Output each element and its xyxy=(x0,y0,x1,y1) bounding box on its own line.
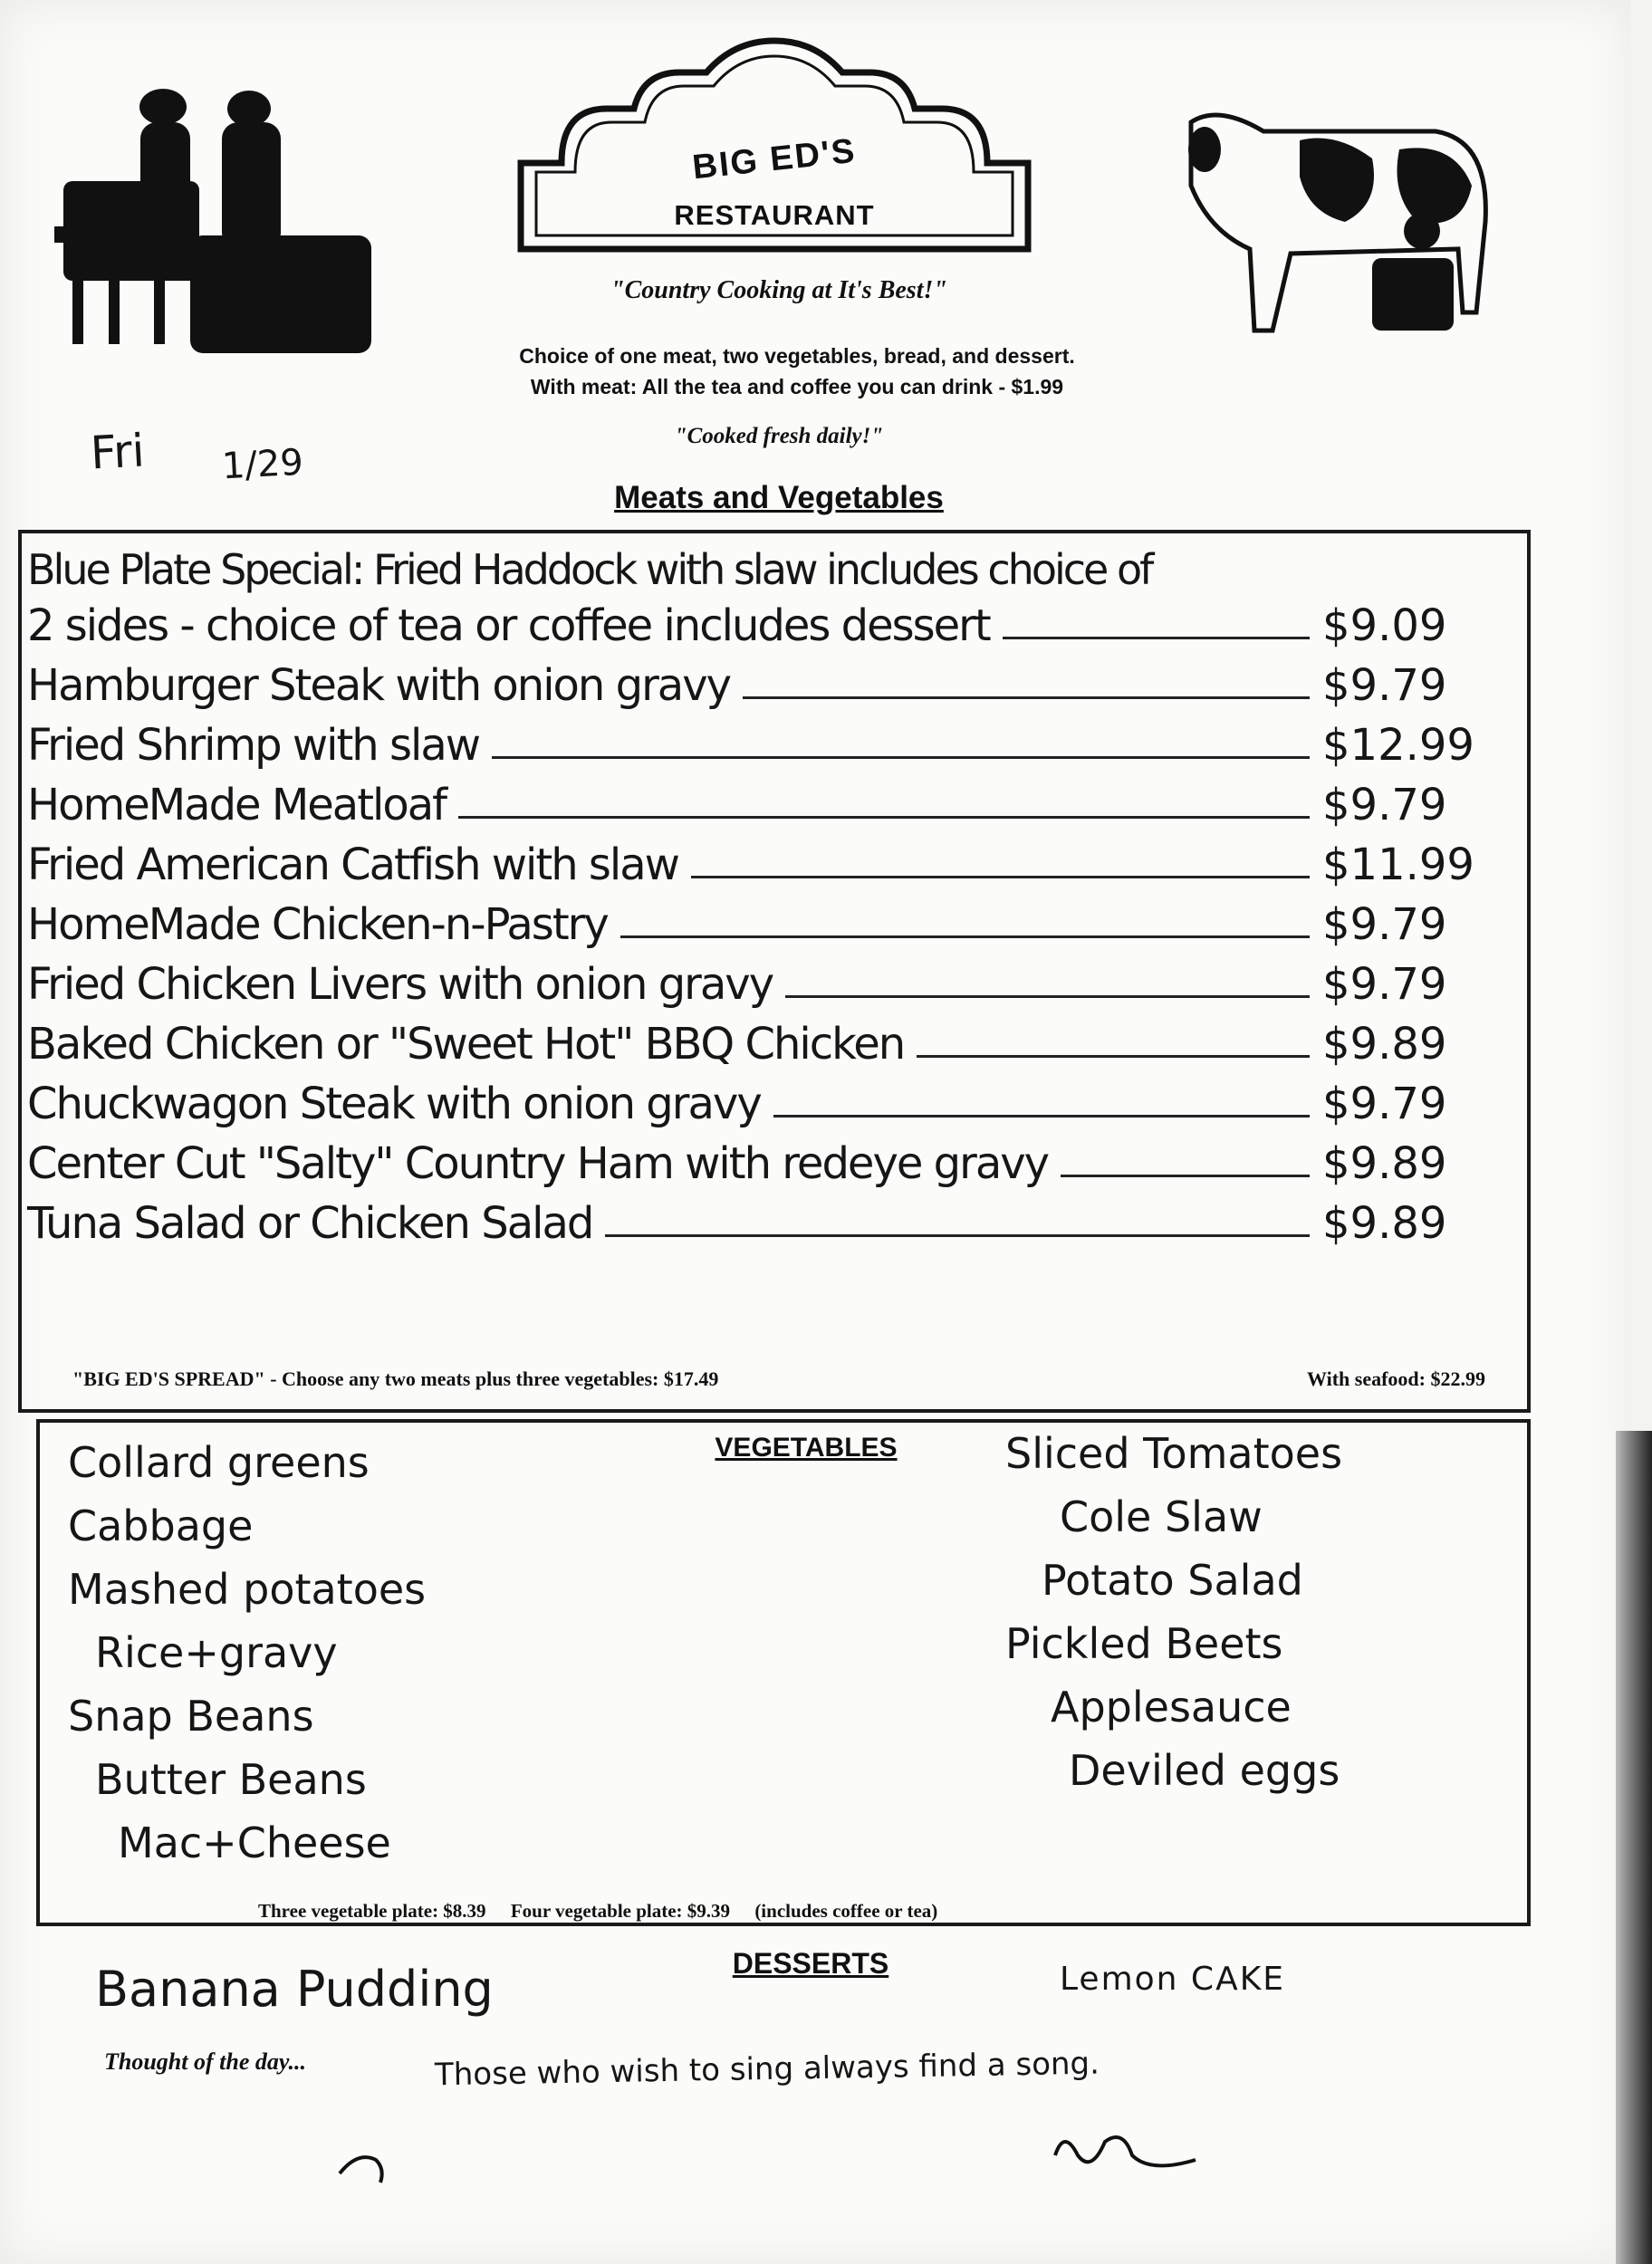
meat-item-price: $9.79 xyxy=(1322,660,1447,711)
meat-item-price: $9.89 xyxy=(1322,1019,1447,1070)
meat-row xyxy=(27,715,1503,775)
vegetable-item: Pickled Beets xyxy=(1005,1619,1283,1668)
meat-row xyxy=(27,656,1503,715)
scribble-mark-icon xyxy=(1051,2124,1205,2178)
price-leader xyxy=(492,756,1310,759)
tagline: "Country Cooking at It's Best!" xyxy=(610,276,947,304)
thought-label: Thought of the day... xyxy=(104,2048,306,2075)
price-leader xyxy=(691,876,1310,878)
meat-item-price: $9.79 xyxy=(1322,1079,1447,1129)
meat-item-name: HomeMade Chicken-n-Pastry xyxy=(27,899,608,950)
farmers-silhouette-icon xyxy=(54,82,380,362)
meat-item-price: $11.99 xyxy=(1322,839,1474,890)
plates-note: (includes coffee or tea) xyxy=(754,1900,938,1922)
scribble-mark-icon xyxy=(335,2133,417,2187)
vegetables-right-list xyxy=(1005,1422,1476,1802)
meat-item-name: Chuckwagon Steak with onion gravy xyxy=(27,1079,761,1129)
meat-row xyxy=(27,1194,1503,1253)
vegetable-plates-line xyxy=(258,1900,1381,1923)
vegetable-item: Applesauce xyxy=(1051,1683,1292,1732)
meat-item-price: $9.89 xyxy=(1322,1198,1447,1249)
spread-text: "BIG ED'S SPREAD" - Choose any two meats plus three vegetables: $17.49 xyxy=(72,1367,719,1390)
meat-item-name: Hamburger Steak with onion gravy xyxy=(27,660,731,711)
vegetable-item: Sliced Tomatoes xyxy=(1005,1429,1343,1478)
dessert-item: Banana Pudding xyxy=(95,1961,494,2018)
meat-item-price: $9.79 xyxy=(1322,780,1447,830)
meat-item-name: Fried Chicken Livers with onion gravy xyxy=(27,959,773,1010)
vegetable-item: Mashed potatoes xyxy=(68,1565,427,1614)
price-leader xyxy=(743,696,1310,699)
special-price: $9.09 xyxy=(1322,600,1447,651)
cooked-fresh-note: "Cooked fresh daily!" xyxy=(674,424,884,448)
vegetable-item: Deviled eggs xyxy=(1069,1746,1340,1795)
spread-seafood: With seafood: $22.99 xyxy=(1307,1367,1485,1390)
price-leader xyxy=(917,1055,1310,1058)
price-leader xyxy=(1061,1175,1310,1177)
table-edge xyxy=(1616,1431,1652,2264)
meat-item-name: Fried American Catfish with slaw xyxy=(27,839,678,890)
meat-item-name: Fried Shrimp with slaw xyxy=(27,720,479,771)
meat-row xyxy=(27,775,1503,835)
meat-list xyxy=(27,543,1503,1253)
special-line-2: 2 sides - choice of tea or coffee includes dessert xyxy=(27,600,990,651)
date-number: 1/29 xyxy=(220,441,304,488)
vegetable-item: Potato Salad xyxy=(1042,1556,1303,1605)
vegetable-item: Cabbage xyxy=(68,1501,254,1550)
vegetable-item: Snap Beans xyxy=(68,1692,314,1741)
meat-item-price: $9.79 xyxy=(1322,959,1447,1010)
three-veg-plate: Three vegetable plate: $8.39 xyxy=(258,1900,486,1922)
meat-item-name: HomeMade Meatloaf xyxy=(27,780,447,830)
meat-item-name: Center Cut "Salty" Country Ham with redeye gravy xyxy=(27,1138,1049,1189)
meat-item-name: Baked Chicken or "Sweet Hot" BBQ Chicken xyxy=(27,1019,905,1070)
meat-row xyxy=(27,1134,1503,1194)
restaurant-name: BIG ED'S xyxy=(690,131,859,187)
meat-row xyxy=(27,955,1503,1014)
vegetables-left-list xyxy=(68,1431,575,1875)
price-leader xyxy=(458,816,1310,819)
intro-text xyxy=(362,341,1232,402)
meat-row xyxy=(27,835,1503,895)
spread-line xyxy=(72,1367,1485,1391)
cow-icon xyxy=(1164,95,1508,367)
special-line-1: Blue Plate Special: Fried Haddock with slaw includes choice of xyxy=(27,545,1152,594)
price-leader xyxy=(605,1234,1310,1237)
intro-line-2: With meat: All the tea and coffee you can drink - $1.99 xyxy=(530,375,1064,398)
restaurant-subtitle: RESTAURANT xyxy=(674,199,875,231)
vegetable-item: Collard greens xyxy=(68,1438,370,1487)
price-leader xyxy=(773,1115,1310,1118)
vegetables-section-title: VEGETABLES xyxy=(715,1433,898,1463)
restaurant-sign xyxy=(516,36,1032,258)
meat-row-special xyxy=(27,596,1503,656)
meat-row xyxy=(27,895,1503,955)
date-day: Fri xyxy=(89,424,147,480)
meat-item-name: Tuna Salad or Chicken Salad xyxy=(27,1198,593,1249)
vegetable-item: Mac+Cheese xyxy=(118,1818,391,1867)
vegetable-item: Rice+gravy xyxy=(95,1628,338,1677)
meat-item-price: $9.89 xyxy=(1322,1138,1447,1189)
meat-item-price: $9.79 xyxy=(1322,899,1447,950)
vegetable-item: Butter Beans xyxy=(95,1755,367,1804)
vegetable-item: Cole Slaw xyxy=(1060,1492,1263,1541)
intro-line-1: Choice of one meat, two vegetables, bread, and dessert. xyxy=(519,344,1075,368)
four-veg-plate: Four vegetable plate: $9.39 xyxy=(510,1900,731,1922)
price-leader xyxy=(785,995,1310,998)
meat-row xyxy=(27,1074,1503,1134)
price-leader xyxy=(1003,637,1310,639)
desserts-section-title: DESSERTS xyxy=(732,1947,889,1980)
dessert-item: Lemon CAKE xyxy=(1060,1961,1286,1998)
price-leader xyxy=(620,935,1310,938)
meat-item-price: $12.99 xyxy=(1322,720,1474,771)
meats-section-title: Meats and Vegetables xyxy=(614,480,944,515)
meat-row xyxy=(27,1014,1503,1074)
thought-text: Those who wish to sing always find a song. xyxy=(434,2045,1100,2094)
